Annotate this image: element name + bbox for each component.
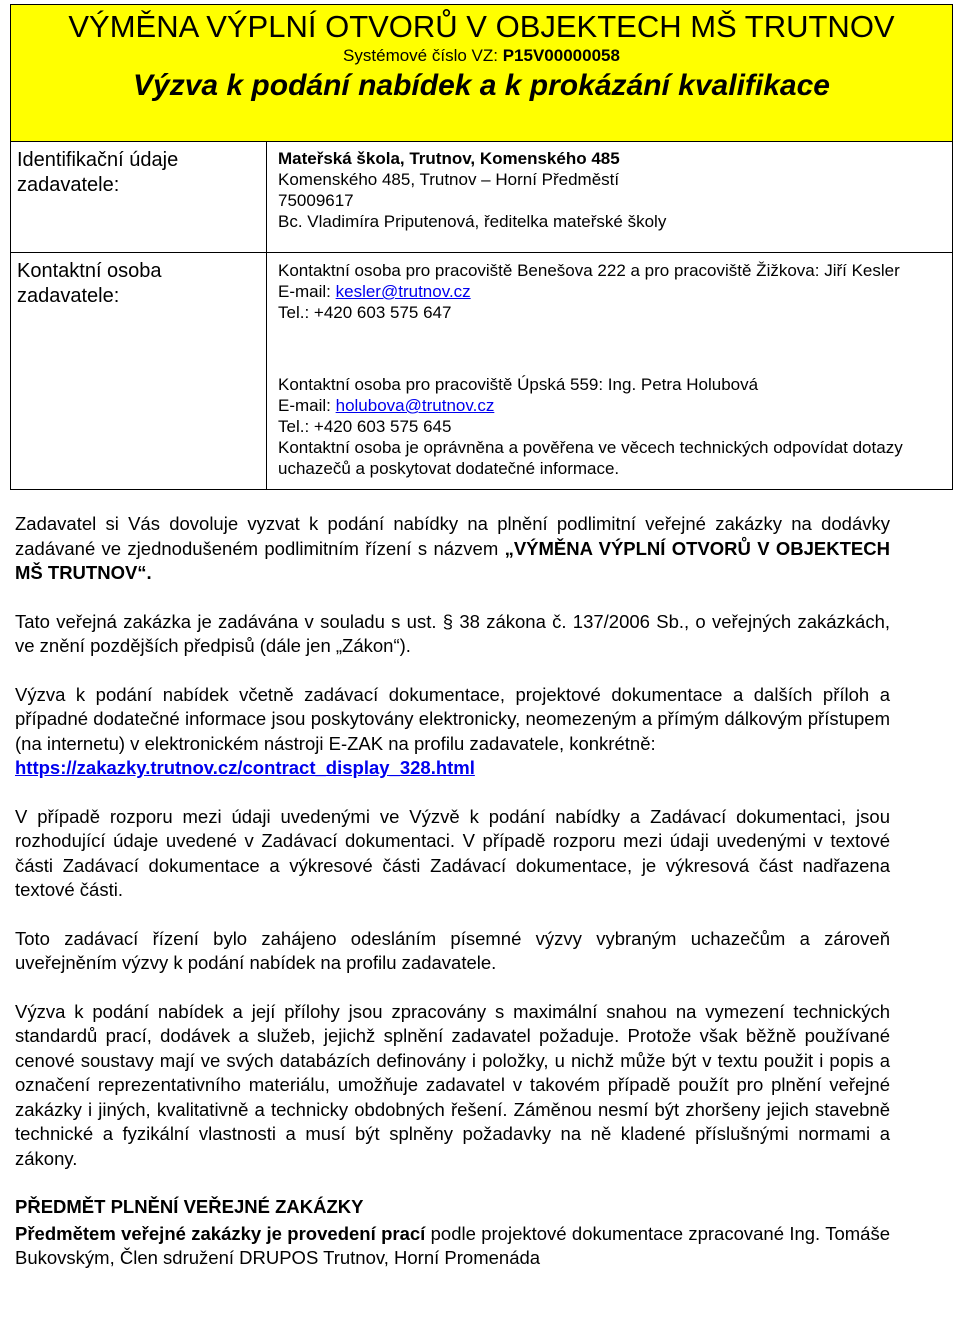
contact-person-1: Kontaktní osoba pro pracoviště Benešova 222 a pro pracoviště Žižkova: Jiří Kesler — [278, 261, 900, 280]
subject-text: podle projektové dokumentace zpracované Ing. Tomáše Bukovským, Člen sdružení DRUPOS Trutnov, Horní Promenáda — [15, 1222, 890, 1268]
subject-lead: Předmětem veřejné zakázky je provedení prací — [15, 1222, 426, 1244]
paragraph-invitation — [15, 512, 890, 586]
system-number-label: Systémové číslo VZ: — [343, 46, 503, 65]
authority-ico: 75009617 — [278, 191, 354, 210]
paragraph-subject — [15, 1222, 890, 1271]
table-column-divider — [266, 142, 267, 490]
contracting-authority-table — [10, 142, 953, 490]
document-title: VÝMĚNA VÝPLNÍ OTVORŮ V OBJEKTECH MŠ TRUTNOV — [68, 9, 895, 44]
paragraph-technical-standards: Výzva k podání nabídek a její přílohy jsou zpracovány s maximální snahou na vymezení technických standardů prací, dodávek a služeb, jejichž splnění zadavatel požaduje. Protože však běžně používané cenové soustavy mají ve svých databázích definovány i položky, u nichž může být v textu použit i popis a označení reprezentativního materiálu, umožňuje zadavatel v takovém případě použít pro plnění veřejné zakázky i jiných, kvalitativně a technicky obdobných řešení. Záměnou nesmí být zhoršeny jejich stavebně technické a fyzikální vlastnosti a musí být splněny požadavky na ně kladené příslušnými normami a zákony. — [15, 1000, 890, 1169]
contract-name: „VÝMĚNA VÝPLNÍ OTVORŮ V OBJEKTECH MŠ TRUTNOV“. — [15, 537, 890, 583]
document-subtitle: Výzva k podání nabídek a k prokázání kvalifikace — [133, 69, 830, 102]
contact-tel-1: Tel.: +420 603 575 647 — [278, 303, 452, 322]
email-label: E-mail: — [278, 396, 336, 415]
contact-tel-2: Tel.: +420 603 575 645 — [278, 417, 452, 436]
contact-block-2 — [278, 374, 938, 479]
paragraph-procedure-start: Toto zadávací řízení bylo zahájeno odesláním písemné výzvy vybraným uchazečům a zároveň uveřejněním výzvy k podání nabídek na profilu zadavatele. — [15, 927, 890, 973]
contact-block-1 — [278, 260, 938, 323]
contact-label: Kontaktní osoba zadavatele: — [17, 260, 162, 307]
email-link-holubova[interactable]: holubova@trutnov.cz — [335, 396, 495, 415]
authority-director: Bc. Vladimíra Priputenová, ředitelka mateřské školy — [278, 212, 667, 231]
electronic-access-text: Výzva k podání nabídek včetně zadávací dokumentace, projektové dokumentace a dalších příloh a případné dodatečné informace jsou poskytovány elektronicky, neomezeným a přímým dálkovým přístupem (na internetu) v elektronickém nástroji E-ZAK na profilu zadavatele, konkrétně: — [15, 683, 890, 754]
document-body — [15, 512, 890, 1271]
identification-details — [278, 148, 948, 232]
paragraph-conflict-rules: V případě rozporu mezi údaji uvedenými ve Výzvě k podání nabídky a Zadávací dokumentaci, jsou rozhodující údaje uvedené v Zadávací dokumentaci. V případě rozporu mezi údaji uvedenými v textové části Zadávací dokumentace a výkresové části Zadávací dokumentace, je výkresová část nadřazena textové části. — [15, 805, 890, 900]
contact-person-2: Kontaktní osoba pro pracoviště Úpská 559: Ing. Petra Holubová — [278, 375, 759, 394]
email-link-kesler[interactable]: kesler@trutnov.cz — [335, 282, 471, 301]
authority-address: Komenského 485, Trutnov – Horní Předměstí — [278, 170, 620, 189]
contact-note: Kontaktní osoba je oprávněna a pověřena ve věcech technických odpovídat dotazy uchazečů a poskytovat dodatečné informace. — [278, 438, 903, 478]
email-label: E-mail: — [278, 282, 336, 301]
profile-url-link[interactable]: https://zakazky.trutnov.cz/contract_display_328.html — [15, 757, 475, 778]
identification-label: Identifikační údaje zadavatele: — [17, 149, 179, 196]
document-header — [10, 4, 953, 142]
paragraph-legal-basis: Tato veřejná zakázka je zadávána v souladu s ust. § 38 zákona č. 137/2006 Sb., o veřejných zakázkách, ve znění pozdějších předpisů (dále jen „Zákon“). — [15, 610, 890, 656]
contact-email-line-1 — [278, 281, 938, 302]
contact-email-line-2 — [278, 395, 938, 416]
authority-name: Mateřská škola, Trutnov, Komenského 485 — [278, 149, 620, 168]
table-row-divider — [11, 252, 952, 253]
table-bottom-border — [11, 489, 952, 490]
section-heading-subject: PŘEDMĚT PLNĚNÍ VEŘEJNÉ ZAKÁZKY — [15, 1196, 364, 1217]
system-number-line — [11, 46, 952, 66]
paragraph-electronic-access — [15, 683, 890, 781]
invitation-text: Zadavatel si Vás dovoluje vyzvat k podání nabídky na plnění podlimitní veřejné zakázky na dodávky zadávané ve zjednodušeném podlimitním řízení s názvem — [15, 513, 890, 559]
system-number-value: P15V00000058 — [502, 46, 620, 65]
